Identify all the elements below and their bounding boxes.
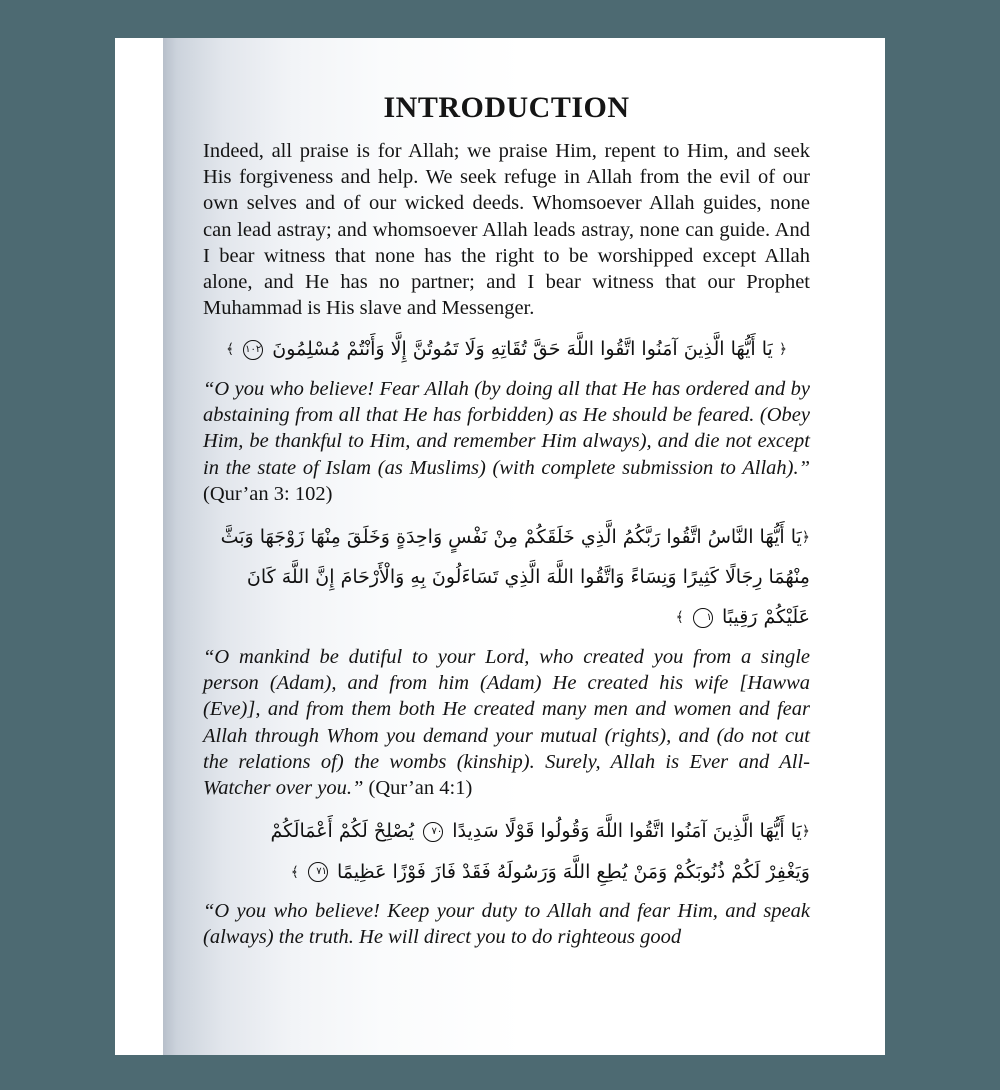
verse-close-ornament: ﴾ bbox=[675, 609, 684, 626]
arabic-line: يَا أَيُّهَا النَّاسُ اتَّقُوا رَبَّكُمُ الَّذِي خَلَقَكُمْ مِنْ نَفْسٍ وَاحِدَةٍ وَخَلَقَ مِنْهَا زَوْجَهَا وَبَثَّ bbox=[220, 525, 802, 548]
verse-close-ornament: ﴾ bbox=[225, 341, 235, 358]
ayah-number-badge: ١٠٢ bbox=[243, 340, 263, 360]
page-title: INTRODUCTION bbox=[383, 91, 630, 124]
arabic-line: يُصْلِحْ لَكُمْ أَعْمَالَكُمْ bbox=[270, 820, 415, 843]
arabic-verse-33-70-71 bbox=[203, 811, 810, 892]
arabic-line-3 bbox=[203, 597, 810, 638]
book-page bbox=[115, 38, 885, 1055]
arabic-line-1 bbox=[203, 811, 810, 852]
verse-open-ornament: ﴿ bbox=[801, 529, 810, 546]
verse-translation-33-70: “O you who believe! Keep your duty to Allah and fear Him, and speak (always) the truth. He will direct you to do righteous good bbox=[203, 900, 810, 949]
arabic-line: يَا أَيُّهَا الَّذِينَ آمَنُوا اتَّقُوا اللَّهَ وَقُولُوا قَوْلًا سَدِيدًا bbox=[452, 820, 802, 843]
ayah-number-badge: ١ bbox=[693, 608, 713, 628]
ayah-number-badge: ٧٠ bbox=[423, 822, 443, 842]
arabic-verse-3-102 bbox=[203, 329, 810, 370]
arabic-line-2 bbox=[203, 852, 810, 893]
arabic-line-1 bbox=[203, 517, 810, 558]
translation-text: “O you who believe! Fear Allah (by doing all that He has ordered and by abstaining from all that He has forbidden) as He should be feared. (Obey Him, be thankful to Him, and remember Him always), and die not except in the state of Islam (as Muslims) (with complete submission to Allah).” bbox=[203, 377, 810, 479]
translation-text: “O mankind be dutiful to your Lord, who created you from a single person (Adam), and from him (Adam) He created his wife [Hawwa (Eve)], and from them both He created many men and women and fear Allah through Whom you demand your mutual (rights), and (do not cut the relations of) the wombs (kinship). Surely, Allah is Ever and All-Watcher over you.” bbox=[203, 645, 810, 799]
arabic-line: يَا أَيُّهَا الَّذِينَ آمَنُوا اتَّقُوا اللَّهَ حَقَّ تُقَاتِهِ وَلَا تَمُوتُنَّ إِلَّا وَأَنْتُمْ مُسْلِمُونَ bbox=[272, 338, 773, 361]
verse-open-ornament: ﴿ bbox=[778, 341, 788, 358]
verse-open-ornament: ﴿ bbox=[801, 823, 810, 840]
arabic-line: وَيَغْفِرْ لَكُمْ ذُنُوبَكُمْ وَمَنْ يُطِعِ اللَّهَ وَرَسُولَهُ فَقَدْ فَازَ فَوْزًا عَظِيمًا bbox=[337, 860, 810, 883]
verse-translation-3-102 bbox=[203, 376, 810, 507]
page-content bbox=[203, 86, 810, 951]
verse-reference: (Qur’an 3: 102) bbox=[203, 482, 333, 505]
verse-close-ornament: ﴾ bbox=[290, 864, 299, 881]
verse-reference: (Qur’an 4:1) bbox=[368, 776, 473, 799]
arabic-line-2: مِنْهُمَا رِجَالًا كَثِيرًا وَنِسَاءً وَاتَّقُوا اللَّهَ الَّذِي تَسَاءَلُونَ بِهِ وَالْأَرْحَامَ إِنَّ اللَّهَ كَانَ bbox=[246, 566, 810, 589]
ayah-number-badge: ٧١ bbox=[308, 862, 328, 882]
verse-translation-4-1 bbox=[203, 644, 810, 801]
arabic-line: عَلَيْكُمْ رَقِيبًا bbox=[721, 606, 810, 629]
arabic-verse-4-1 bbox=[203, 517, 810, 638]
intro-paragraph: Indeed, all praise is for Allah; we praise Him, repent to Him, and seek His forgiveness and help. We seek refuge in Allah from the evil of our own selves and of our wicked deeds. Whomsoever Allah guides, none can lead astray; and whomsoever Allah leads astray, none can guide. And I bear witness that none has the right to be worshipped except Allah alone, and He has no partner; and I bear witness that our Prophet Muhammad is His slave and Messenger. bbox=[203, 140, 810, 320]
